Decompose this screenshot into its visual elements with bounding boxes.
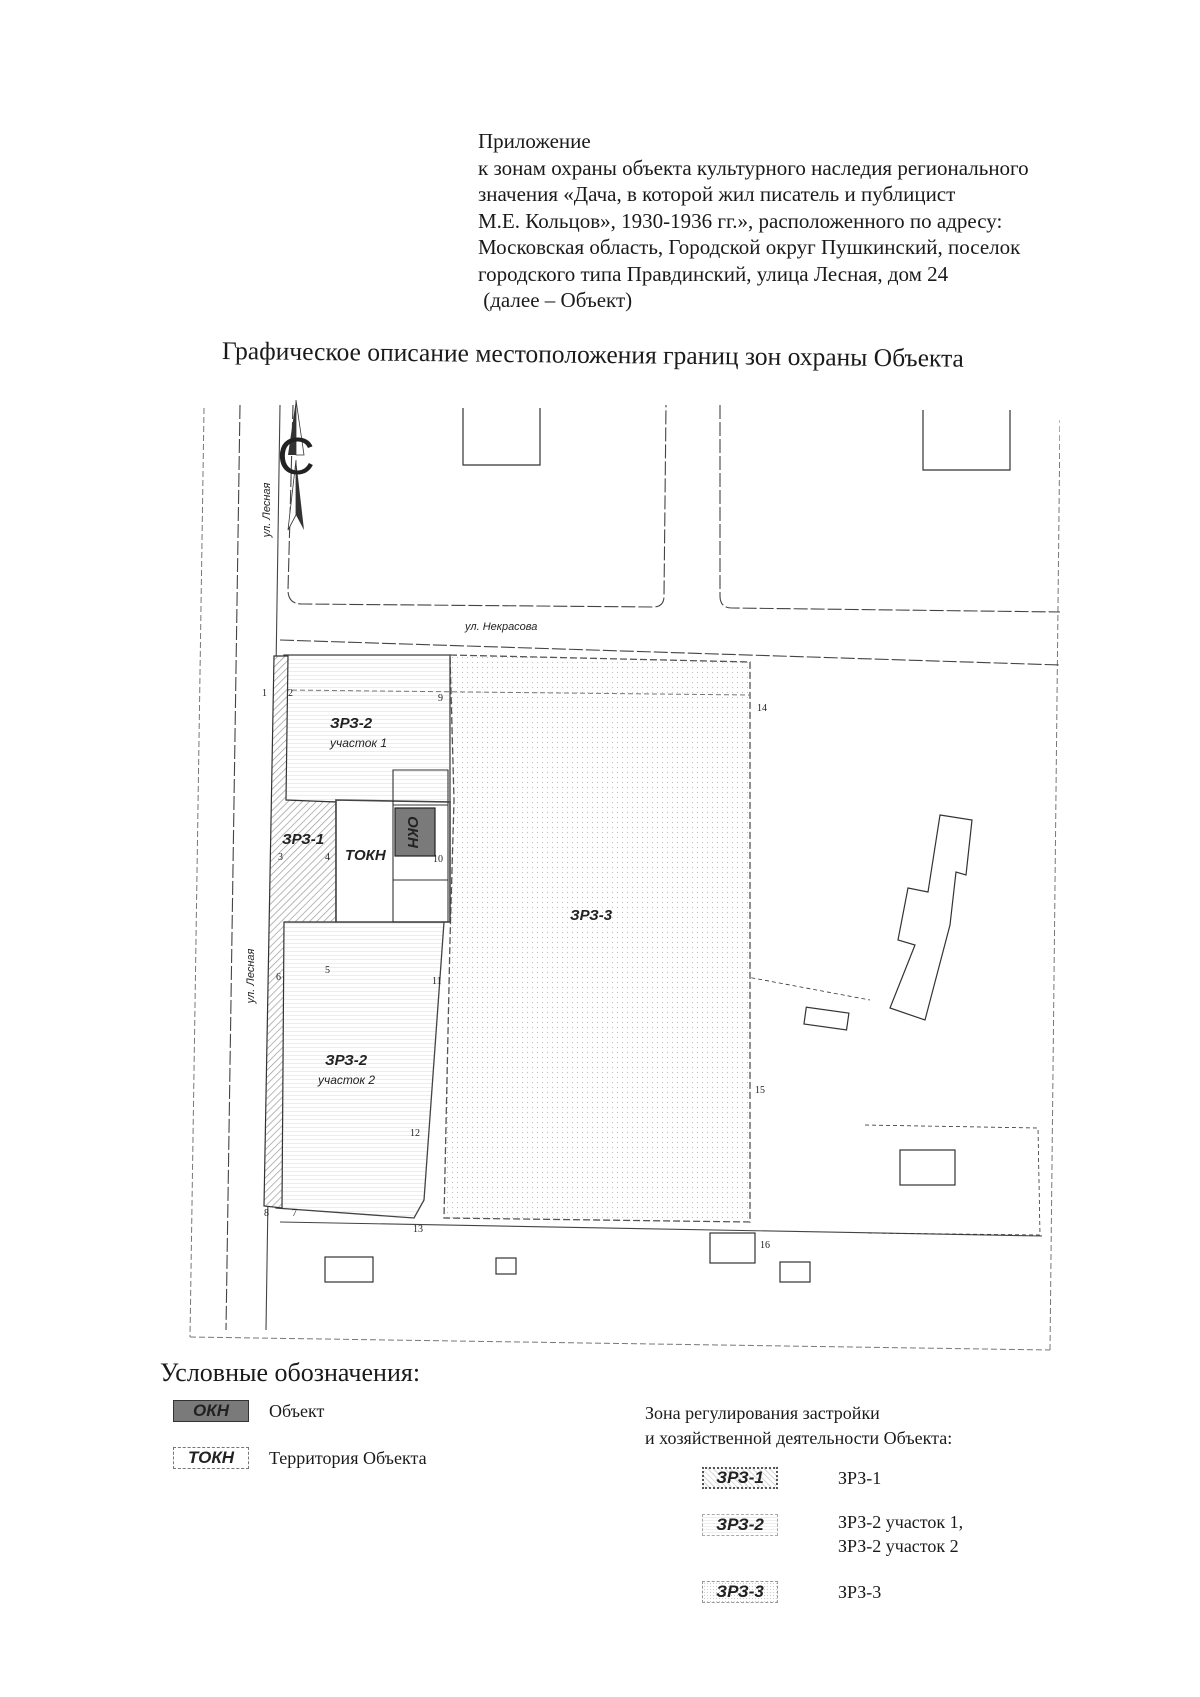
point-label: 3: [278, 852, 283, 863]
legend-item-tokn: [173, 1447, 427, 1469]
legend-swatch-zrz3: ЗРЗ-3: [702, 1581, 778, 1603]
point-label: 5: [325, 965, 330, 976]
north-arrow-icon: [277, 400, 315, 530]
zones-map: [180, 400, 1060, 1360]
point-label: 6: [276, 972, 281, 983]
legend-item-zrz2: [702, 1510, 963, 1558]
legend-text-okn: Объект: [269, 1400, 325, 1421]
header-line: к зонам охраны объекта культурного наследия регионального: [478, 155, 1029, 180]
point-label: 11: [432, 976, 442, 987]
legend-title: Условные обозначения:: [160, 1358, 421, 1387]
label-zrz2-plot2: ЗРЗ-2: [325, 1052, 368, 1069]
page-title: Графическое описание местоположения границ зон охраны Объекта: [221, 336, 964, 373]
street-name-lesnaya: ул. Лесная: [245, 948, 257, 1004]
point-label: 14: [757, 703, 767, 714]
legend-swatch-zrz2: ЗРЗ-2: [702, 1514, 778, 1536]
street-name-nekrasova: ул. Некрасова: [465, 621, 538, 633]
zone-zrz3: [444, 655, 750, 1222]
label-okn: ОКН: [404, 816, 421, 848]
legend-swatch-tokn: ТОКН: [173, 1447, 249, 1469]
legend-zrz-heading-line: Зона регулирования застройки: [645, 1403, 880, 1423]
legend-text-zrz2: [838, 1510, 963, 1558]
label-zrz3: ЗРЗ-3: [570, 907, 613, 924]
legend-text-zrz3: ЗРЗ-3: [838, 1581, 882, 1602]
legend-item-zrz1: [702, 1467, 881, 1489]
point-label: 9: [438, 693, 443, 704]
legend-item-zrz3: [702, 1581, 881, 1603]
compass-letter: С: [277, 428, 315, 486]
label-zrz2-plot1-sub: участок 1: [330, 736, 388, 750]
label-zrz2-plot2-sub: участок 2: [318, 1073, 376, 1087]
legend-text-tokn: Территория Объекта: [269, 1447, 427, 1468]
legend-text-zrz1: ЗРЗ-1: [838, 1467, 882, 1488]
point-label: 13: [413, 1224, 423, 1235]
legend-swatch-okn: ОКН: [173, 1400, 249, 1422]
legend-text-zrz2-line: ЗРЗ-2 участок 1,: [838, 1512, 964, 1532]
point-label: 7: [292, 1208, 297, 1219]
legend-item-okn: [173, 1400, 324, 1422]
legend-swatch-zrz1: ЗРЗ-1: [702, 1467, 778, 1489]
point-label: 2: [288, 688, 293, 699]
appendix-header: [478, 128, 1138, 314]
point-label: 4: [325, 852, 330, 863]
header-line: (далее – Объект): [478, 288, 633, 312]
point-label: 16: [760, 1240, 770, 1251]
header-line: значения «Дача, в которой жил писатель и публицист: [478, 182, 956, 206]
header-line: М.Е. Кольцов», 1930-1936 гг.», расположенного по адресу:: [478, 208, 1003, 233]
point-label: 12: [410, 1128, 420, 1139]
zone-zrz2-plot2: [276, 922, 444, 1218]
legend-zrz-heading: [645, 1401, 952, 1451]
legend-zrz-heading-line: и хозяйственной деятельности Объекта:: [645, 1428, 953, 1448]
point-label: 1: [262, 688, 267, 699]
label-zrz2-plot1: ЗРЗ-2: [330, 715, 373, 732]
point-label: 10: [433, 854, 443, 865]
header-line: Приложение: [478, 129, 591, 153]
header-line: городского типа Правдинский, улица Лесная, дом 24: [478, 261, 949, 286]
point-label: 8: [264, 1208, 269, 1219]
street-name-lesnaya: ул. Лесная: [261, 482, 273, 538]
label-zrz1: ЗРЗ-1: [282, 831, 325, 848]
label-tokn: ТОКН: [345, 847, 386, 864]
point-label: 15: [755, 1085, 765, 1096]
header-line: Московская область, Городской округ Пушкинский, поселок: [478, 235, 1021, 259]
legend-text-zrz2-line: ЗРЗ-2 участок 2: [838, 1536, 959, 1556]
